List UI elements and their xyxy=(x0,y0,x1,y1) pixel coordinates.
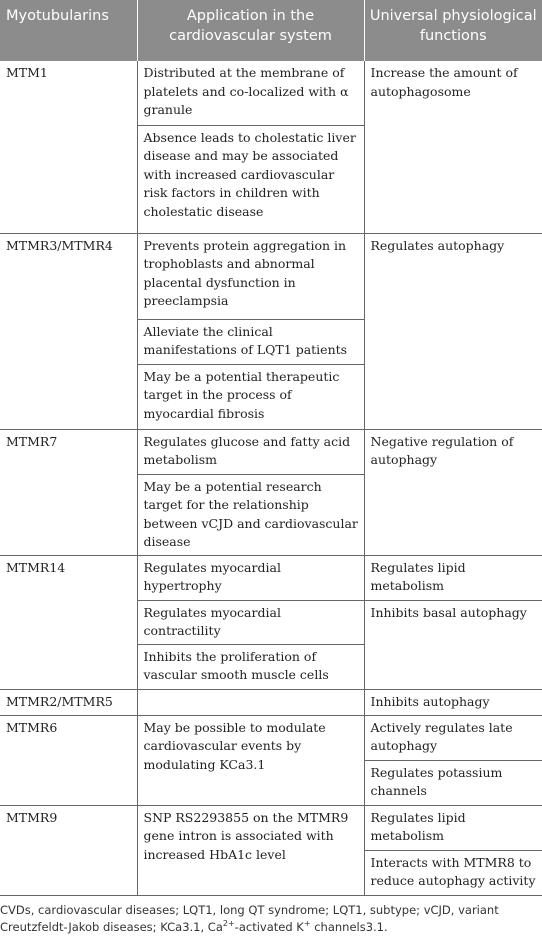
application-cell: Regulates myocardial hypertrophy xyxy=(137,555,364,600)
table-row xyxy=(0,61,542,125)
header-functions: Universal physiological functions xyxy=(364,0,542,61)
application-cell: Prevents protein aggregation in trophoblasts and abnormal placental dysfunction in preeclampsia xyxy=(137,233,364,319)
table-row xyxy=(0,555,542,600)
table-row xyxy=(0,233,542,319)
application-cell: May be possible to modulate cardiovascular events by modulating KCa3.1 xyxy=(137,715,364,805)
gene-name-cell: MTMR3/MTMR4 xyxy=(0,233,137,429)
function-cell: Increase the amount of autophagosome xyxy=(364,61,542,233)
function-cell: Actively regulates late autophagy xyxy=(364,715,542,760)
application-cell: Regulates myocardial contractility xyxy=(137,600,364,644)
function-cell: Regulates autophagy xyxy=(364,233,542,429)
footnote-superscript: 2+ xyxy=(222,918,235,928)
footnote-text: CVDs, cardiovascular diseases; LQT1, long QT syndrome; LQT1, subtype; vCJD, variant Creutzfeldt-Jakob diseases; KCa3.1, Ca xyxy=(0,902,499,934)
footnote-superscript: + xyxy=(303,918,311,928)
application-cell: May be a potential therapeutic target in the process of myocardial fibrosis xyxy=(137,364,364,429)
table-row xyxy=(0,429,542,474)
table-row xyxy=(0,805,542,850)
table-row xyxy=(0,715,542,760)
application-cell: SNP RS2293855 on the MTMR9 gene intron is associated with increased HbA1c level xyxy=(137,805,364,895)
footnote-text: channels3.1. xyxy=(310,919,388,934)
table-footnote xyxy=(0,896,542,936)
function-cell: Regulates lipid metabolism xyxy=(364,805,542,850)
application-cell: May be a potential research target for the relationship between vCJD and cardiovascular disease xyxy=(137,474,364,555)
gene-name-cell: MTMR2/MTMR5 xyxy=(0,689,137,715)
footnote-text: -activated K xyxy=(234,919,304,934)
application-cell: Regulates glucose and fatty acid metabolism xyxy=(137,429,364,474)
gene-name-cell: MTMR14 xyxy=(0,555,137,689)
gene-name-cell: MTMR6 xyxy=(0,715,137,805)
gene-name-cell: MTMR9 xyxy=(0,805,137,895)
application-cell: Absence leads to cholestatic liver disease and may be associated with increased cardiovascular risk factors in children with cholestatic disease xyxy=(137,125,364,233)
function-cell: Interacts with MTMR8 to reduce autophagy activity xyxy=(364,850,542,895)
application-cell: Alleviate the clinical manifestations of LQT1 patients xyxy=(137,319,364,364)
header-application: Application in the cardiovascular system xyxy=(137,0,364,61)
function-cell: Inhibits autophagy xyxy=(364,689,542,715)
application-cell: Distributed at the membrane of platelets and co-localized with α granule xyxy=(137,61,364,125)
table-row xyxy=(0,689,542,715)
gene-name-cell: MTMR7 xyxy=(0,429,137,555)
table-header xyxy=(0,0,542,61)
application-cell: Inhibits the proliferation of vascular smooth muscle cells xyxy=(137,644,364,689)
application-cell xyxy=(137,689,364,715)
gene-name-cell: MTM1 xyxy=(0,61,137,233)
header-myotubularins: Myotubularins xyxy=(0,0,137,61)
function-cell: Inhibits basal autophagy xyxy=(364,600,542,689)
function-cell: Negative regulation of autophagy xyxy=(364,429,542,555)
function-cell: Regulates potassium channels xyxy=(364,760,542,805)
function-cell: Regulates lipid metabolism xyxy=(364,555,542,600)
table-body xyxy=(0,61,542,895)
